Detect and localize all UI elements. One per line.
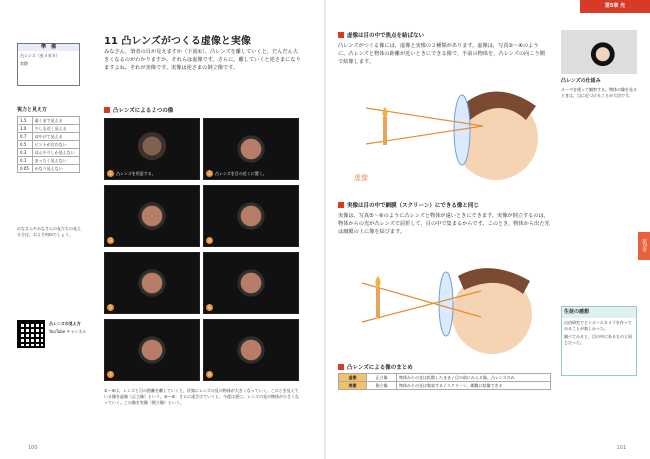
qr-code[interactable] [17,320,45,348]
lens-box-title: 凸レンズの仕組み [561,78,601,84]
vision-table-title: 視力と見え方 [17,107,48,113]
photo-note: ①〜④は，レンズと目の距離を離していくと，次第にレンズの見の物体が大きくなっていく。このとき見えている像を虚像（正立像）という。⑤〜⑥：さらに遠ざけていくと，今度は逆に，レンズの見の物体が小さくなっていく。この像を実像（倒立像）という。 [104,388,299,405]
table-row: 0.05 かなり見えない [18,165,80,173]
side-note: みなさんやみなさんの友だちの見える方は，およそ何mでしょう。 [17,226,81,237]
chapter-label: 第5章 光 [580,0,650,13]
side-chapter-tab: 第5章 [638,232,650,260]
page-number-left: 100 [28,445,38,451]
lens-notes: ルーペを使って観察する。物体の像を見るときは，目に近づけることが大切です。 [561,87,637,98]
student-opinion-box [561,306,637,376]
photo-2: 2 凸レンズを目の近くに置く。 [203,118,299,180]
candle-icon [376,287,380,317]
photo-section-title: 凸レンズによる２つの像 [104,106,173,114]
table-row: 1.0 少しも近く見える [18,125,80,133]
student-item-0: 自由研究でピンホールカメラを作ってみることが楽しかった。 [564,320,632,331]
photo-7: 7 [104,319,200,381]
photo-4: 4 [203,185,299,247]
lens-illustration [439,272,453,336]
table-row: 0.7 ぼやけて見える [18,133,80,141]
intro-text: みなさん，筆者の目が見えますか（下図①）。凸レンズを離していくと，だんだん大きくなるのがわかりますか。それらは虚像です。さらに，離していくと逆さまになりますよね。それが実像です。実像は逆さまの倒立像です。 [104,49,301,71]
magnifier-photo [561,30,637,74]
photo-3: 3 [104,185,200,247]
virtual-heading: 虚像は目の中で焦点を結ばない [338,31,424,39]
table-row: 0.3 ぼんやりしか見えない [18,149,80,157]
preparation-box [17,43,80,86]
virtual-image-label: 虚像 [354,174,368,182]
chapter-title: 11 凸レンズがつくる虚像と実像 [104,36,251,47]
candle-icon [383,117,387,145]
qr-subcaption: YouTube チャンネル [49,329,87,334]
student-title: 生徒の感想 [562,307,636,318]
qr-code-icon [17,320,45,348]
summary-heading: 凸レンズによる像のまとめ [338,363,413,371]
virtual-text: 凸レンズがつくる像には，虚像と実像の２種類があります。虚像は，写真②〜④のように，凸レンズと物体の距離が近いときにできる像で，手前の物体を，凸レンズの向こう側で結像します。 [338,43,545,65]
table-row: 虚像 正立像 物体からの光は拡散したまま / 目の前にみえる像，凸レンズのみ [339,374,551,382]
photo-1: 1 凸レンズを用意する。 [104,118,200,180]
photo-6: 6 [203,252,299,314]
table-row: 0.1 まったく見えない [18,157,80,165]
table-row: 実像 倒立像 物体からの光は集束する / スクリーン，網膜に結像できる [339,382,551,390]
photo-5: 5 [104,252,200,314]
real-text: 実像は，写真⑤〜⑥のように凸レンズと物体が遠いときにできます。実像が倒立するのは，物体からの光が凸レンズで屈折して，目の中で集まるからです。このとき，物体から出た光は網膜の上に像を結びます。 [338,213,550,235]
right-page [326,0,650,459]
summary-table [338,373,551,390]
virtual-image-diagram [338,78,548,190]
left-page [0,0,324,459]
photo-8: 8 [203,319,299,381]
real-heading: 実像は目の中で網膜（スクリーン）にできる像と同じ [338,201,479,209]
table-row: 1.5 遠くまで見える [18,117,80,125]
flame-icon [376,276,381,288]
page-number-right: 101 [616,445,626,451]
prep-item-0: 凸レンズ（虫メガネ） [20,53,60,58]
prep-item-1: 実際 [20,61,28,66]
student-item-1: 調べてみると，目の中にあるものと同じだった。 [564,334,632,345]
flame-icon [383,107,388,118]
qr-caption: 凸レンズの見え方 [49,321,81,326]
vision-table [17,116,80,173]
prep-title: 準 備 [18,44,79,51]
table-row: 0.5 ピントが合わない [18,141,80,149]
real-image-diagram [338,256,548,360]
